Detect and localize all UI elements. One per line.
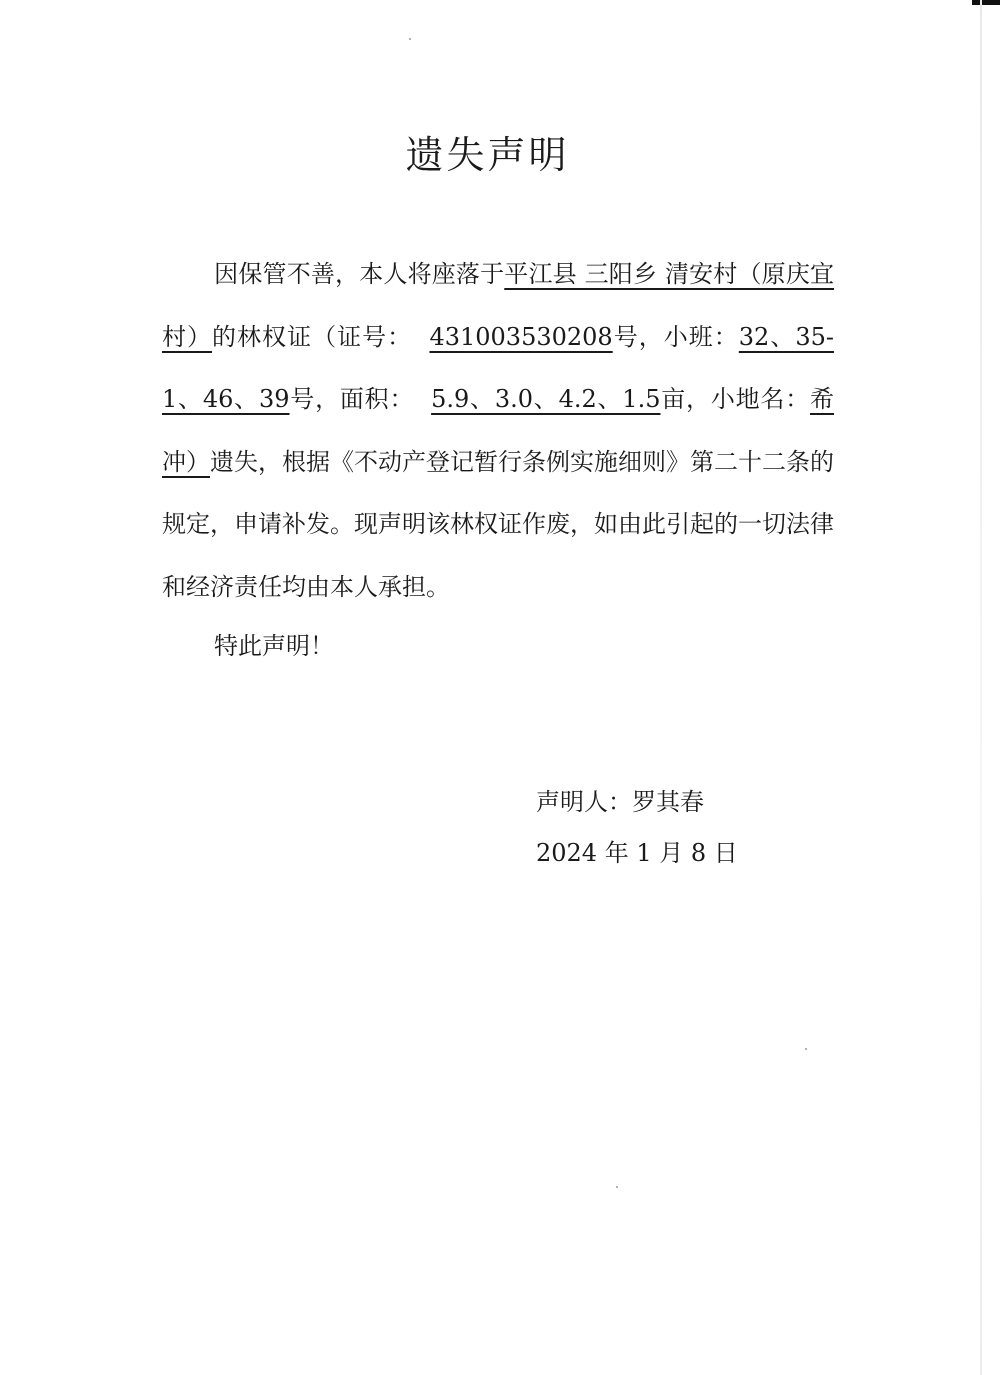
scan-corner-mark <box>972 0 1000 5</box>
paragraph-text: 号，小班： <box>612 322 739 351</box>
paragraph-text: 遗失，根据《不动产登记暂行条例实施细则》第二十二条的规定，申请补发。现声明该林权证作废，如由此引起的一切法律和经济责任均由本人承担。 <box>162 447 834 601</box>
certificate-number-field: 431003530208 <box>429 322 613 351</box>
document-title: 遗失声明 <box>405 133 570 177</box>
scan-speck <box>805 1048 807 1050</box>
scan-edge-shadow <box>980 0 982 1375</box>
statement-paragraph <box>162 243 834 618</box>
place-name-field: 希冲） <box>162 385 835 476</box>
paragraph-text: 的林权证（证号： <box>212 322 413 351</box>
paragraph-text: 亩，小地名： <box>660 385 811 413</box>
paragraph-text: 号，面积： <box>289 385 415 413</box>
area-field: 5.9、3.0、4.2、1.5 <box>431 385 661 413</box>
scan-speck <box>409 38 411 40</box>
signer-line: 声明人：罗其春 <box>536 788 704 816</box>
scan-speck <box>616 1186 618 1188</box>
paragraph-text: 因保管不善，本人将座落于 <box>214 260 505 288</box>
location-field: 平江县 三阳乡 清安村（原庆宜村） <box>162 260 834 351</box>
sub-plot-field: 32、35-1、46、39 <box>162 322 834 413</box>
date-line: 2024 年 1 月 8 日 <box>536 839 738 867</box>
closing-line: 特此声明！ <box>214 632 334 660</box>
